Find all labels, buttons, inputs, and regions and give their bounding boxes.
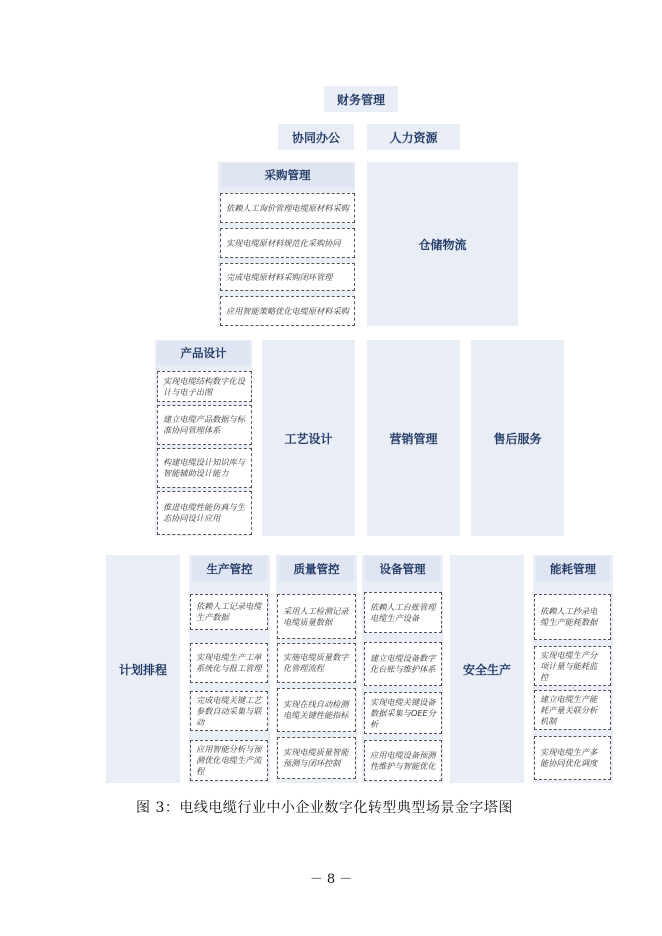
quality-control-item-3 (277, 688, 356, 732)
procurement-item-4 (220, 296, 355, 326)
production-control-item-2-text: 实现电缆生产工单系统化与报工管理 (196, 652, 262, 673)
figure-caption: 图 3：电线电缆行业中小企业数字化转型典型场景金字塔图 (136, 800, 513, 816)
production-control-item-3 (190, 691, 268, 731)
product-design-item-2 (157, 405, 252, 445)
equipment-item-1-text: 依赖人工台账管理电缆生产设备 (370, 601, 436, 623)
equipment-header (365, 556, 440, 581)
quality-control-item-3-text: 实现在线自动检测电缆关键性能指标 (283, 699, 349, 720)
product-design-item-2-text: 建立电缆产品数据与标准协同管理体系 (163, 414, 245, 435)
equipment-item-3 (364, 692, 442, 734)
page-number: － 8 － (309, 872, 353, 887)
node-safety (450, 555, 524, 783)
product-design-header (157, 341, 250, 365)
quality-control-header (279, 556, 354, 581)
node-office (278, 124, 354, 150)
equipment-item-2-text: 建立电缆设备数字化台账与维护体系 (370, 653, 436, 674)
quality-control-item-1 (277, 594, 356, 639)
procurement-item-2 (220, 228, 355, 258)
energy-item-2-text: 实现电缆生产分项计量与能耗监控 (540, 649, 598, 682)
production-control-item-1 (190, 594, 268, 630)
production-control-item-4 (190, 740, 268, 781)
production-control-header (192, 556, 267, 581)
quality-control-item-4 (277, 737, 356, 779)
product-design-title: 产品设计 (180, 346, 227, 360)
node-after-sales (471, 340, 564, 536)
procurement-item-3-text: 完成电缆原材料采购闭环管理 (226, 271, 333, 282)
procurement-item-4-text: 应用智能策略优化电缆原材料采购 (226, 305, 349, 316)
quality-control-title: 质量管控 (293, 561, 340, 576)
equipment-item-3-text: 实现电缆关键设备数据采集与OEE分析 (370, 696, 436, 729)
product-design-item-3 (157, 448, 252, 488)
energy-item-2 (534, 646, 611, 686)
equipment-item-4-text: 应用电缆设备预测性维护与智能优化 (370, 749, 436, 771)
node-hr-label: 人力资源 (389, 130, 438, 145)
energy-item-1-text: 依赖人工抄录电缆生产能耗数据 (540, 606, 598, 627)
node-warehouse (367, 162, 518, 326)
equipment-item-4 (364, 740, 442, 781)
product-design-item-3-text: 构建电缆设计知识库与智能辅助设计能力 (163, 457, 245, 478)
node-planning-label: 计划排程 (118, 662, 167, 677)
procurement-header (221, 163, 354, 187)
energy-item-4 (534, 736, 611, 780)
energy-item-3 (534, 690, 611, 730)
equipment-item-1 (364, 592, 442, 633)
node-hr (367, 124, 460, 150)
node-marketing (367, 340, 460, 536)
energy-title: 能耗管理 (550, 561, 596, 576)
node-warehouse-label: 仓储物流 (418, 237, 467, 252)
node-office-label: 协同办公 (291, 130, 340, 145)
production-control-item-4-text: 应用智能分析与预测优化电缆生产流程 (196, 744, 262, 776)
procurement-item-2-text: 实现电缆原材料规范化采购协同 (226, 237, 341, 248)
quality-control-item-2-text: 实施电缆质量数字化管理流程 (283, 652, 349, 673)
energy-item-4-text: 实现电缆生产多能协同优化调度 (540, 747, 598, 768)
energy-header (536, 556, 610, 581)
product-design-item-4-text: 推进电缆性能仿真与生态协同设计应用 (163, 502, 245, 523)
node-marketing-label: 营销管理 (389, 431, 438, 446)
quality-control-item-2 (277, 643, 356, 683)
node-process-design-label: 工艺设计 (284, 431, 333, 446)
procurement-item-3 (220, 263, 355, 291)
production-control-title: 生产管控 (206, 561, 253, 576)
node-planning (106, 555, 180, 783)
production-control-item-1-text: 依赖人工记录电缆生产数据 (196, 601, 262, 622)
procurement-item-1 (220, 193, 355, 223)
energy-item-3-text: 建立电缆生产能耗产量关联分析机制 (540, 693, 598, 726)
quality-control-item-4-text: 实现电缆质量智能预测与闭环控制 (283, 747, 349, 768)
node-finance (324, 86, 398, 112)
equipment-item-2 (364, 642, 442, 686)
product-design-item-4 (157, 491, 252, 535)
quality-control-item-1-text: 采用人工检测记录电缆质量数据 (283, 605, 349, 627)
energy-item-1 (534, 594, 611, 640)
node-after-sales-label: 售后服务 (493, 431, 542, 446)
product-design-item-1 (157, 371, 252, 402)
procurement-item-1-text: 依赖人工询价管理电缆原材料采购 (226, 202, 349, 213)
node-finance-label: 财务管理 (336, 92, 385, 107)
procurement-title: 采购管理 (264, 168, 311, 182)
production-control-item-2 (190, 643, 268, 683)
product-design-item-1-text: 实现电缆结构数字化设计与电子出图 (163, 375, 245, 397)
equipment-title: 设备管理 (379, 561, 426, 576)
node-safety-label: 安全生产 (462, 662, 511, 677)
production-control-item-3-text: 完成电缆关键工艺参数自动采集与联动 (196, 694, 262, 727)
node-process-design (262, 340, 355, 536)
